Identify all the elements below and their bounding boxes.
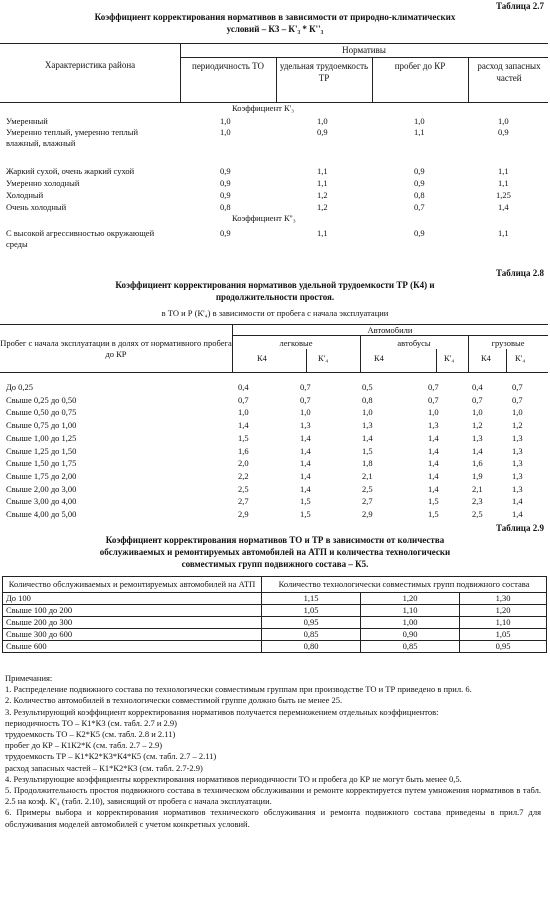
t27-cell: 0,9 [414,228,425,238]
t28-cell: 0,7 [428,394,439,405]
t27-cell: 1,0 [317,116,328,126]
t27-top-rule [0,43,548,44]
t28-vline [306,349,307,372]
t28-cell: 0,7 [300,382,311,392]
note-formula-5: расход запасных частей – К1*К2*К3 (см. табл. 2.7-2.9) [5,762,203,773]
t29-cell: 1,10 [460,617,547,629]
t27-cell: 1,0 [414,116,425,126]
t29-col1: Количество обслуживаемых и ремонтируемых автомобилей на АТП [3,577,262,593]
t27-cell: 0,9 [414,166,425,176]
t29-cell: 0,95 [460,641,547,653]
t28-cell: 1,3 [362,420,373,431]
t28-cell: 2,1 [472,483,483,494]
t28-cell: 0,7 [300,394,311,405]
t27-cell: 0,9 [220,228,231,238]
t28-row-name: Свыше 1,50 до 1,75 [6,458,77,469]
t27-row-name: Очень холодный [6,202,67,212]
table-2-7-title-line1: Коэффициент корректирования нормативов в зависимости от природно-климатических [94,12,456,22]
t29-cell: 1,10 [361,605,460,617]
t28-row-name: Свыше 0,75 до 1,00 [6,420,77,431]
t28-sub-k4: К4 [257,353,267,363]
t28-sub-k4: К4 [481,353,491,363]
t27-cell: 1,0 [498,116,509,126]
t28-cell: 0,4 [238,382,249,392]
t28-cell: 0,7 [472,394,483,405]
notes [5,673,541,830]
t27-cell: 1,0 [220,116,231,126]
t28-cell: 1,4 [428,458,439,469]
t28-cell: 1,3 [512,483,523,494]
t28-cell: 1,3 [472,432,483,443]
table-2-8-subtitle: в ТО и Р (К'₄) в зависимости от пробега с начала эксплуатации [161,308,389,318]
t28-group-cars: легковые [279,338,313,348]
t27-row-name: С высокой агрессивностью окружающей среды [6,228,155,249]
t28-cell: 1,3 [512,432,523,443]
table-2-8-title-line2: продолжительности простоя. [215,292,335,302]
notes-heading: Примечания: [5,673,53,683]
t28-cell: 1,4 [428,445,439,456]
t28-cell: 1,5 [362,445,373,456]
t28-col-run: Пробег с начала эксплуатации в долях от нормативного пробега до КР [0,338,232,359]
t28-cell: 2,5 [238,483,249,494]
t28-cell: 1,4 [300,483,311,494]
table-2-7-label: Таблица 2.7 [496,1,544,11]
t28-cell: 1,4 [238,420,249,431]
t27-col-run: пробег до КР [394,61,446,71]
t28-sub-k4prime: К'₄ [444,353,455,363]
table-row [3,593,547,605]
table-row [3,605,547,617]
table-row [3,641,547,653]
t28-cell: 0,7 [428,382,439,392]
t27-col-labor: удельная трудоемкость ТР [279,61,369,83]
t27-row-name: Жаркий сухой, очень жаркий сухой [6,166,135,176]
t27-vline [468,57,469,102]
t27-row-name: Холодный [6,190,44,200]
t29-row-name: Свыше 100 до 200 [3,605,262,617]
t28-cell: 1,0 [300,407,311,418]
note-6: 6. Примеры выбора и корректирования нормативов технического обслуживания и ремонта подвижного состава приведены в прил.7 для обслуживания моделей автомобилей с учетом конкретных условий. [5,807,541,829]
t28-cell: 1,4 [300,458,311,469]
note-formula-1: периодичность ТО – К1*К3 (см. табл. 2.7 и 2.9) [5,717,178,728]
t28-cell: 1,9 [472,470,483,481]
table-row [3,577,547,593]
t27-cell: 1,1 [498,166,509,176]
t28-cell: 1,4 [428,432,439,443]
t28-sub-k4prime: К'₄ [318,353,329,363]
t28-cell: 0,7 [512,394,523,405]
t28-col-auto: Автомобили [367,325,413,335]
t28-cell: 1,6 [472,458,483,469]
t28-cell: 0,4 [472,382,483,392]
t28-cell: 2,1 [362,470,373,481]
t28-cell: 2,7 [238,496,249,507]
t28-group-trucks: грузовые [491,338,525,348]
t28-sub-k4: К4 [374,353,384,363]
t29-cell: 0,80 [262,641,361,653]
table-2-8-title-line1: Коэффициент корректирования нормативов удельной трудоемкости ТР (К4) и [115,280,435,290]
t27-cell: 0,8 [220,202,231,212]
t29-row-name: Свыше 300 до 600 [3,629,262,641]
t27-row-name: Умеренный [6,116,48,126]
t27-vline [276,57,277,102]
t28-cell: 1,5 [238,432,249,443]
t28-row-name: Свыше 2,00 до 3,00 [6,483,77,494]
t27-cell: 0,9 [317,127,328,137]
table-row [3,617,547,629]
t27-col-parts: расход запасных частей [477,61,541,83]
t29-cell: 0,85 [262,629,361,641]
t28-row-name: Свыше 1,75 до 2,00 [6,470,77,481]
t27-cell: 1,0 [220,127,231,137]
t28-cell: 0,7 [512,382,523,392]
t29-row-name: Свыше 600 [3,641,262,653]
t27-cell: 0,9 [414,178,425,188]
t27-cell: 0,9 [220,190,231,200]
t27-cell: 1,1 [498,228,509,238]
t29-cell: 0,85 [361,641,460,653]
t28-auto-rule [232,335,548,336]
t28-cell: 1,4 [362,432,373,443]
t27-cell: 0,9 [498,127,509,137]
t28-cell: 1,4 [428,470,439,481]
t27-cell: 1,1 [317,178,328,188]
t27-norms-rule [180,57,548,58]
t28-cell: 1,3 [300,420,311,431]
t28-cell: 1,4 [300,432,311,443]
t28-cell: 2,5 [362,483,373,494]
t28-sub-k4prime: К'₄ [515,353,526,363]
table-2-8-label: Таблица 2.8 [496,268,544,278]
t28-group-buses: автобусы [397,338,431,348]
t28-cell: 1,2 [512,420,523,431]
t28-cell: 0,8 [362,394,373,405]
t27-coef2-caption: Коэффициент К''₃ [232,213,296,223]
t29-cell: 0,90 [361,629,460,641]
t28-cell: 0,5 [362,382,373,392]
t27-vline [372,57,373,102]
t27-cell: 1,1 [317,166,328,176]
t28-cell: 2,5 [472,509,483,519]
t27-cell: 1,1 [498,178,509,188]
t28-cell: 1,5 [428,496,439,507]
t28-cell: 2,7 [362,496,373,507]
t27-cell: 0,8 [414,190,425,200]
t29-cell: 1,00 [361,617,460,629]
t27-row-name: Умеренно холодный [6,178,80,188]
t28-cell: 2,9 [238,509,249,519]
t28-vline [436,349,437,372]
t28-vline [506,349,507,372]
t28-cell: 1,3 [512,445,523,456]
t27-cell: 1,25 [496,190,511,200]
t28-cell: 0,7 [238,394,249,405]
t28-cell: 2,3 [472,496,483,507]
t28-cell: 1,0 [512,407,523,418]
t28-cell: 1,5 [300,496,311,507]
t27-coef1-caption: Коэффициент К'₃ [232,103,295,113]
t28-cell: 1,6 [238,445,249,456]
table-2-7-title-line2: условий – К3 – К'₃ * К''₃ [226,24,324,34]
t28-cell: 1,4 [300,445,311,456]
t27-cell: 1,1 [414,127,425,137]
t28-cell: 1,0 [238,407,249,418]
t29-col2: Количество технологически совместимых групп подвижного состава [262,577,547,593]
t27-row-name: Умеренно теплый, умеренно теплый влажный, влажный [6,127,139,148]
note-3: 3. Результирующий коэффициент корректирования нормативов получается перемножением отдельных коэффициентов: [5,706,439,717]
t29-cell: 1,30 [460,593,547,605]
t27-col-region: Характеристика района [44,60,136,70]
t28-row-name: До 0,25 [6,382,34,392]
t28-cell: 1,0 [362,407,373,418]
t29-cell: 1,15 [262,593,361,605]
t27-cell: 1,2 [317,202,328,212]
t28-row-name: Свыше 0,50 до 0,75 [6,407,77,418]
t27-cell: 1,2 [317,190,328,200]
t27-cell: 1,1 [317,228,328,238]
t28-cell: 1,4 [472,445,483,456]
t27-col-norms: Нормативы [342,45,386,55]
note-4: 4. Результирующие коэффициенты корректирования нормативов периодичности ТО и пробега до КР не могут быть менее 0,5. [5,773,462,784]
t29-cell: 1,05 [460,629,547,641]
t28-cell: 1,4 [512,496,523,507]
t28-header-rule [0,372,548,373]
t27-cell: 0,7 [414,202,425,212]
t28-cell: 2,9 [362,509,373,519]
t28-cell: 1,0 [428,407,439,418]
note-1: 1. Распределение подвижного состава по технологически совместимым группам при производстве ТО и ТР приведено в прил. 6. [5,684,472,695]
note-formula-3: пробег до КР – К1К2*К (см. табл. 2.7 – 2.9) [5,740,163,751]
t28-cell: 1,3 [428,420,439,431]
t28-cell: 1,5 [300,509,311,519]
t28-cell: 1,0 [472,407,483,418]
t28-cell: 2,2 [238,470,249,481]
note-2: 2. Количество автомобилей в технологически совместимой группе должно быть не менее 25. [5,695,343,706]
t28-row-name: Свыше 1,25 до 1,50 [6,445,77,456]
t27-cell: 0,9 [220,166,231,176]
t28-cell: 1,4 [300,470,311,481]
t28-row-name: Свыше 4,00 до 5,00 [6,509,77,519]
t28-cell: 1,5 [428,509,439,519]
note-formula-4: трудоемкость ТР – К1*К2*К3*К4*К5 (см. табл. 2.7 – 2.11) [5,751,217,762]
t29-cell: 1,20 [460,605,547,617]
t28-cell: 1,3 [512,470,523,481]
t28-cell: 1,3 [512,458,523,469]
note-5: 5. Продолжительность простоя подвижного состава в техническом обслуживании и ремонте корректируется путем умножения нормативов в табл. 2.5 на коэф. К'₄ (табл. 2.10), зависящий от пробега с начала эксплуатации. [5,785,541,807]
t29-cell: 1,05 [262,605,361,617]
t28-cell: 2,0 [238,458,249,469]
t29-cell: 1,20 [361,593,460,605]
t28-cell: 1,4 [428,483,439,494]
table-2-9-title-line1: Коэффициент корректирования нормативов ТО и ТР в зависимости от количества [105,535,445,545]
table-2-9 [2,576,547,653]
t28-cell: 1,4 [512,509,523,519]
t27-col-periodicity: периодичность ТО [192,61,264,71]
table-row [3,629,547,641]
note-formula-2: трудоемкость ТО – К2*К5 (см. табл. 2.8 и 2.11) [5,729,176,740]
t27-cell: 1,4 [498,202,509,212]
t29-row-name: До 100 [3,593,262,605]
t28-row-name: Свыше 3,00 до 4,00 [6,496,77,507]
t28-row-name: Свыше 1,00 до 1,25 [6,432,77,443]
table-2-9-title-line3: совместимых групп подвижного состава – К5. [181,559,369,569]
t27-cell: 0,9 [220,178,231,188]
t28-row-name: Свыше 0,25 до 0,50 [6,394,77,405]
t29-row-name: Свыше 200 до 300 [3,617,262,629]
t28-cell: 1,8 [362,458,373,469]
t28-cell: 1,2 [472,420,483,431]
t29-cell: 0,95 [262,617,361,629]
table-2-9-label: Таблица 2.9 [496,523,544,533]
table-2-9-title-line2: обслуживаемых и ремонтируемых автомобилей на АТП и количества технологически [99,547,451,557]
